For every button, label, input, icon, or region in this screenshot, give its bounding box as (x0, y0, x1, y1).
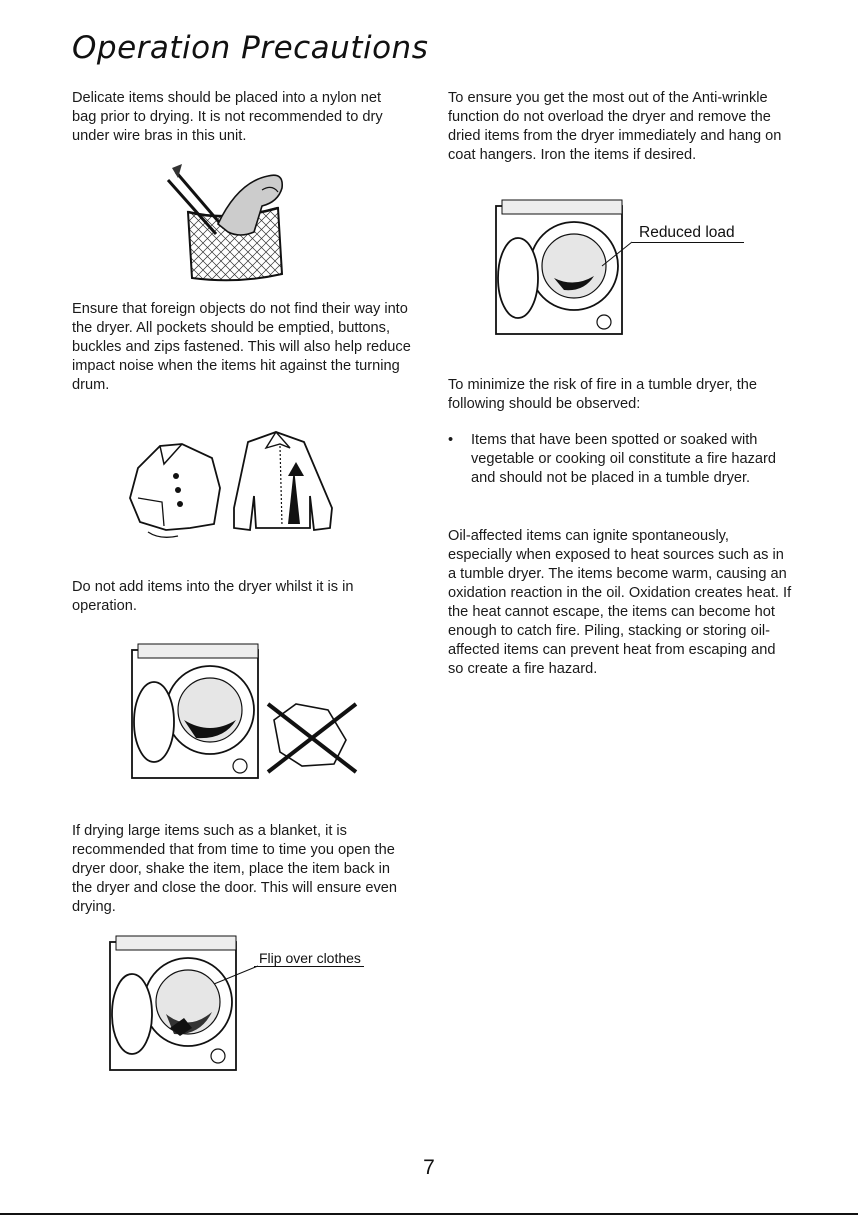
page-number: 7 (423, 1156, 435, 1179)
foreign-objects-paragraph: Ensure that foreign objects do not find their way into the dryer. All pockets should be emptied, buttons, buckles and zips fastened. This will also help reduce impact noise when the items hit against the turning drum. (72, 301, 411, 393)
clothes-fastened-illustration (120, 428, 340, 543)
bullet-mark: • (448, 432, 454, 448)
fire-risk-paragraph: To minimize the risk of fire in a tumble dryer, the following should be observed: (448, 377, 758, 412)
reduced-load-leader (598, 240, 638, 270)
net-bag-paragraph: Delicate items should be placed into a nylon net bag prior to drying. It is not recommended to dry under wire bras in this unit. (72, 90, 383, 144)
reduced-load-callout-line (632, 242, 744, 243)
page-title: Operation Precautions (72, 30, 429, 66)
dryer-flip-clothes-illustration (104, 932, 240, 1074)
flip-clothes-callout-line (254, 966, 364, 967)
oil-affected-paragraph: Oil-affected items can ignite spontaneously, especially when exposed to heat sources such as in a tumble dryer. The items become warm, causing an oxidation reaction in the oil. Oxidation creates heat. If the heat cannot escape, the items can become hot enough to catch fire. Piling, stacking or storing oil-affected items can prevent heat from escaping and so create a fire hazard. (448, 528, 792, 677)
reduced-load-callout: Reduced load (639, 224, 735, 241)
anti-wrinkle-paragraph: To ensure you get the most out of the Anti-wrinkle function do not overload the dryer and remove the dried items from the dryer immediately and hang on coat hangers. Iron the items if desired. (448, 90, 782, 163)
flip-clothes-callout: Flip over clothes (259, 950, 361, 966)
net-bag-illustration (158, 162, 288, 288)
dryer-no-adding-illustration (124, 640, 360, 785)
oil-items-bullet-text: Items that have been spotted or soaked with vegetable or cooking oil constitute a fire hazard and should not be placed in a tumble dryer. (471, 432, 777, 486)
do-not-add-items-paragraph: Do not add items into the dryer whilst it is in operation. (72, 579, 354, 614)
bottom-rule (0, 1213, 858, 1215)
large-items-paragraph: If drying large items such as a blanket, it is recommended that from time to time you open the dryer door, shake the item, place the item back in the dryer and close the door. This will ensure even drying. (72, 823, 398, 915)
